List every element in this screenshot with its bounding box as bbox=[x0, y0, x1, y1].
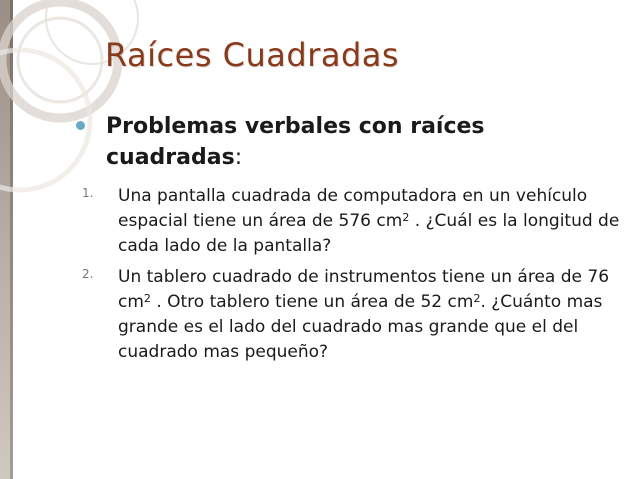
bullet-tail: : bbox=[234, 145, 243, 170]
item-text bbox=[118, 184, 623, 259]
bullet-dot-icon bbox=[76, 121, 85, 130]
item-text-part: . ¿Cuánto mas grande es el lado del cuadrado mas grande que el del cuadrado mas pequeño? bbox=[118, 292, 603, 362]
superscript: 2 bbox=[402, 211, 410, 224]
item-number: 2. bbox=[82, 267, 94, 281]
superscript: 2 bbox=[143, 292, 151, 305]
bullet-text bbox=[106, 111, 611, 173]
item-text-part: . ¿Cuál es la longitud de cada lado de la pantalla? bbox=[118, 211, 620, 256]
bullet-bold-text: Problemas verbales con raíces cuadradas bbox=[106, 114, 485, 170]
item-text bbox=[118, 265, 623, 365]
slide-title: Raíces Cuadradas bbox=[105, 36, 400, 74]
item-text-part: Un tablero cuadrado de instrumentos tiene un área de 76 cm bbox=[118, 267, 610, 312]
item-text-part: . Otro tablero tiene un área de 52 cm bbox=[150, 292, 474, 312]
superscript: 2 bbox=[473, 292, 481, 305]
item-text-part: Una pantalla cuadrada de computadora en un vehículo espacial tiene un área de 576 cm bbox=[118, 186, 588, 231]
item-number: 1. bbox=[82, 186, 94, 200]
